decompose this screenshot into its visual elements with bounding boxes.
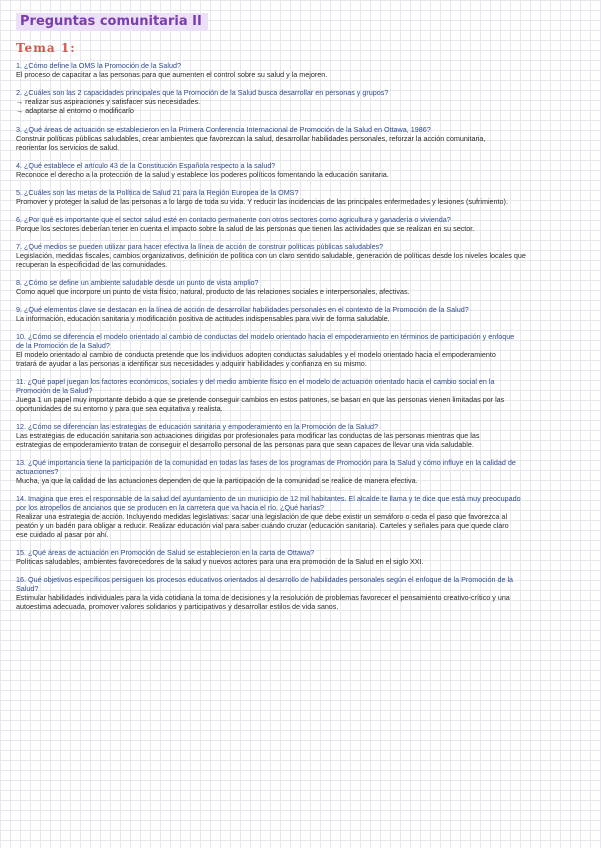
answer-text <box>16 431 587 449</box>
page-title: Preguntas comunitaria II <box>16 13 208 31</box>
question-text <box>16 215 587 224</box>
answer-text <box>16 476 587 485</box>
answer-line: Construir políticas públicas saludables, crear ambientes que favorezcan la salud, desarrollar habilidades personales, reforzar la acción comunitaria, <box>16 134 486 143</box>
qa-item <box>16 305 587 323</box>
qa-item <box>16 377 587 413</box>
answer-text <box>16 287 587 296</box>
answer-text <box>16 512 587 539</box>
answer-line: Juega 1 un papel muy importante debido a que se pretende conseguir cambios en estos patrones, se basan en que las personas vienen limitadas por las <box>16 395 505 404</box>
qa-item <box>16 458 587 485</box>
answer-line: → adaptarse al entorno o modificarlo <box>16 106 134 115</box>
answer-line: → realizar sus aspiraciones y satisfacer sus necesidades. <box>16 97 201 106</box>
answer-text <box>16 314 587 323</box>
qa-item <box>16 215 587 233</box>
question-text <box>16 242 587 251</box>
answer-line: ese cuidado al pasar por ahí. <box>16 530 109 539</box>
answer-line: El modelo orientado al cambio de conducta pretende que los individuos adopten conductas saludables y el modelo orientado hacia el empoderamiento <box>16 350 496 359</box>
answer-line: oportunidades de su entorno y para que sea equitativa y realista. <box>16 404 223 413</box>
question-text <box>16 305 587 314</box>
question-line: 9. ¿Qué elementos clave se destacan en la línea de acción de desarrollar habilidades personales en el contexto de la Promoción de la Salud? <box>16 305 469 314</box>
qa-item <box>16 88 587 115</box>
question-text <box>16 458 587 476</box>
answer-line: Políticas saludables, ambientes favorecedores de la salud y nuevos actores para una era promoción de la Salud en el siglo XXI. <box>16 557 424 566</box>
question-text <box>16 125 587 134</box>
question-text <box>16 188 587 197</box>
answer-line: La información, educación sanitaria y modificación positiva de actitudes indispensables para vivir de forma saludable. <box>16 314 390 323</box>
answer-line: Mucha, ya que la calidad de las actuaciones dependen de que la participación de la comunidad se realice de manera efectiva. <box>16 476 418 485</box>
question-line: Promoción de la Salud? <box>16 386 93 395</box>
qa-list <box>16 61 587 611</box>
qa-item <box>16 161 587 179</box>
question-line: 12. ¿Cómo se diferencian las estrategias de educación sanitaria y empoderamiento en la Promoción de la Salud? <box>16 422 378 431</box>
answer-text <box>16 251 587 269</box>
question-line: 2. ¿Cuáles son las 2 capacidades principales que la Promoción de la Salud busca desarrollar en personas y grupos? <box>16 88 389 97</box>
answer-text <box>16 557 587 566</box>
answer-line: estrategias de empoderamiento tratan de conseguir el desarrollo personal de las personas para que sean capaces de llevar una vida saludable. <box>16 440 474 449</box>
answer-text <box>16 224 587 233</box>
question-text <box>16 575 587 593</box>
qa-item <box>16 242 587 269</box>
section-heading: Tema 1: <box>16 41 76 55</box>
answer-text <box>16 593 587 611</box>
answer-text <box>16 197 587 206</box>
answer-text <box>16 134 587 152</box>
answer-line: peatón y un badén para obligar a reducir. Realizar educación vial para saber cuándo cruzar (educación sanitaria). Carteles y señales para que quede claro <box>16 521 509 530</box>
answer-text <box>16 170 587 179</box>
qa-item <box>16 188 587 206</box>
answer-line: Legislación, medidas fiscales, cambios organizativos, definición de política con un claro sentido saludable, generación de políticas desde los niveles locales que <box>16 251 526 260</box>
answer-line: autoestima adecuada, promover valores solidarios y participativos y desarrollar estilos de vida sanos. <box>16 602 339 611</box>
question-line: 14. Imagina que eres el responsable de la salud del ayuntamiento de un municipio de 12 mil habitantes. El alcalde te llama y te dice que está muy preocupado <box>16 494 521 503</box>
answer-line: Realizar una estrategia de acción. Incluyendo medidas legislativas: sacar una legislación de que debe existir un semáforo o ceda el paso que favorezca al <box>16 512 508 521</box>
answer-text <box>16 70 587 79</box>
answer-text <box>16 350 587 368</box>
question-text <box>16 422 587 431</box>
answer-line: recuperan la especificidad de las comunidades. <box>16 260 168 269</box>
answer-line: Como aquel que incorpore un punto de vista físico, natural, producto de las relaciones sociales e interpersonales, afectivas. <box>16 287 410 296</box>
qa-item <box>16 332 587 368</box>
question-line: 11. ¿Qué papel juegan los factores económicos, sociales y del medio ambiente físico en el modelo de actuación orientado hacia el cambio social en la <box>16 377 495 386</box>
question-line: de la Promoción de la Salud? <box>16 341 110 350</box>
question-line: por los atropellos de ancianos que se producen en la carretera que va hacia el río. ¿Qué harías? <box>16 503 325 512</box>
answer-line: El proceso de capacitar a las personas para que aumenten el control sobre su salud y la mejoren. <box>16 70 328 79</box>
question-line: 4. ¿Qué establece el artículo 43 de la Constitución Española respecto a la salud? <box>16 161 276 170</box>
answer-line: Porque los sectores deberían tener en cuenta el impacto sobre la salud de las personas que tienen las actividades que se realizan en su sector. <box>16 224 475 233</box>
qa-item <box>16 125 587 152</box>
answer-line: Estimular habilidades individuales para la vida cotidiana la toma de decisiones y la resolución de problemas favorecer el pensamiento creativo-crítico y una <box>16 593 510 602</box>
answer-line: Las estrategias de educación sanitaria son actuaciones dirigidas por profesionales para modificar las conductas de las personas mientras que las <box>16 431 480 440</box>
question-text <box>16 161 587 170</box>
question-line: 6. ¿Por qué es importante que el sector salud esté en contacto permanente con otros sectores como agricultura y ganadería o vivienda? <box>16 215 451 224</box>
question-line: 3. ¿Qué áreas de actuación se establecieron en la Primera Conferencia Internacional de Promoción de la Salud en Ottawa, 1986? <box>16 125 431 134</box>
question-line: 5. ¿Cuáles son las metas de la Política de Salud 21 para la Región Europea de la OMS? <box>16 188 299 197</box>
answer-line: Promover y proteger la salud de las personas a lo largo de toda su vida. Y reducir las incidencias de las principales enfermedades y lesiones (sufrimiento). <box>16 197 508 206</box>
qa-item <box>16 548 587 566</box>
question-text <box>16 377 587 395</box>
question-line: 15. ¿Qué áreas de actuación en Promoción de Salud se establecieron en la carta de Ottawa? <box>16 548 315 557</box>
question-text <box>16 61 587 70</box>
question-text <box>16 494 587 512</box>
answer-text <box>16 395 587 413</box>
qa-item <box>16 278 587 296</box>
answer-line: Reconoce el derecho a la protección de la salud y establece los poderes políticos fomentando la educación sanitaria. <box>16 170 389 179</box>
question-line: 13. ¿Qué importancia tiene la participación de la comunidad en todas las fases de los programas de Promoción para la Salud y cómo influye en la calidad de <box>16 458 516 467</box>
question-line: 8. ¿Cómo se define un ambiente saludable desde un punto de vista amplio? <box>16 278 259 287</box>
question-line: actuaciones? <box>16 467 59 476</box>
qa-item <box>16 61 587 79</box>
answer-line: reorientar los servicios de salud. <box>16 143 120 152</box>
question-line: 1. ¿Cómo define la OMS la Promoción de la Salud? <box>16 61 181 70</box>
question-text <box>16 88 587 97</box>
question-line: 16. Qué objetivos específicos persiguen los procesos educativos orientados al desarrollo de habilidades personales según el enfoque de la Promoción de la <box>16 575 514 584</box>
question-line: 7. ¿Qué medios se pueden utilizar para hacer efectiva la línea de acción de construir políticas públicas saludables? <box>16 242 384 251</box>
question-text <box>16 332 587 350</box>
answer-line: tratará de ayudar a las personas a identificar sus necesidades y adquirir habilidades y confianza en su mismo. <box>16 359 367 368</box>
question-text <box>16 548 587 557</box>
question-line: 10. ¿Cómo se diferencia el modelo orientado al cambio de conductas del modelo orientado hacia el empoderamiento en términos de participación y enfoque <box>16 332 515 341</box>
question-line: Salud? <box>16 584 39 593</box>
qa-item <box>16 494 587 539</box>
answer-text <box>16 97 587 115</box>
question-text <box>16 278 587 287</box>
qa-item <box>16 422 587 449</box>
qa-item <box>16 575 587 611</box>
